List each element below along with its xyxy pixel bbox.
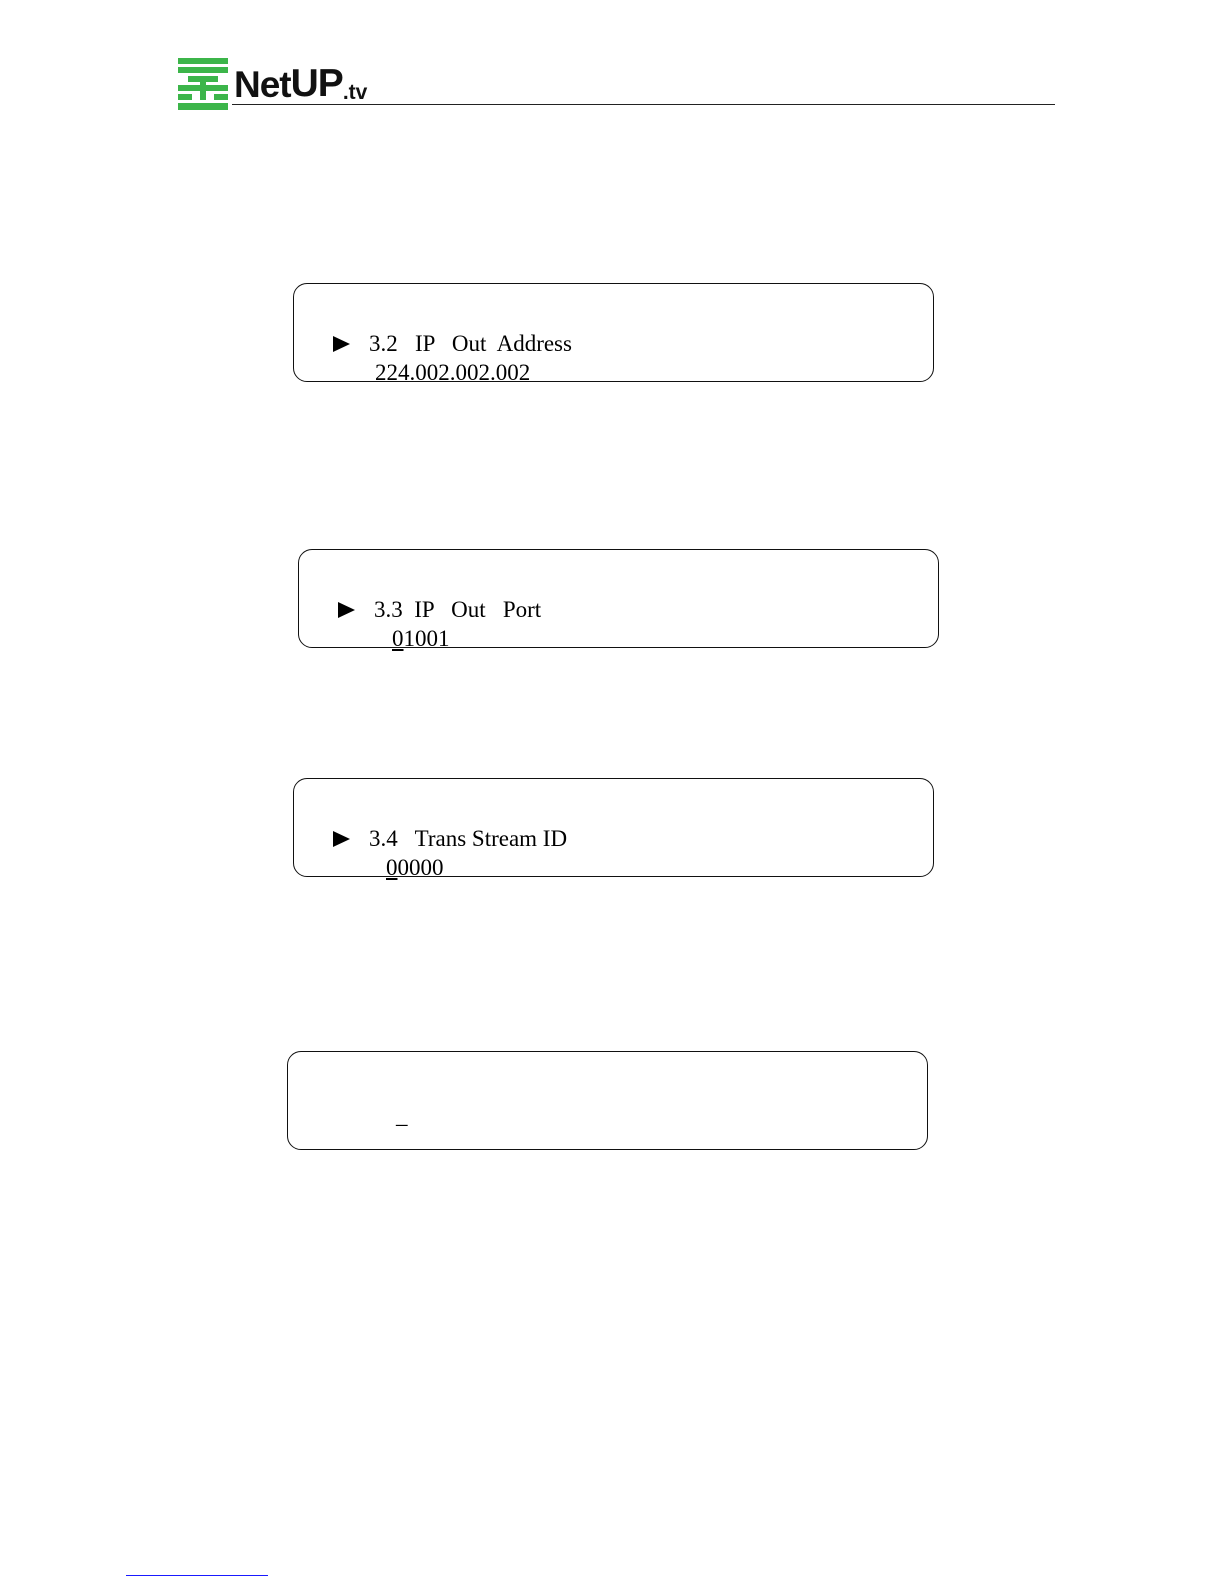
menu-number: 3.2 — [369, 331, 398, 356]
stream-id-cursor-digit: 0 — [386, 855, 398, 880]
menu-title: IP Out Port — [414, 597, 542, 622]
brand-tv: .tv — [342, 81, 368, 104]
stream-id-value: 0000 — [397, 855, 444, 880]
lcd-screen-ip-out-address — [293, 283, 934, 385]
brand-up: UP — [290, 62, 343, 105]
port-value: 1001 — [403, 626, 450, 651]
play-triangle-icon — [338, 602, 355, 618]
port-cursor-digit: 0 — [392, 626, 404, 651]
brand-wordmark — [234, 58, 367, 110]
play-triangle-icon — [333, 336, 350, 352]
header-divider — [232, 104, 1055, 105]
footer-link-underline[interactable] — [126, 1575, 268, 1576]
brand-net: Net — [234, 64, 291, 105]
netup-logo — [178, 58, 367, 110]
lcd-cursor: _ — [396, 1103, 408, 1128]
lcd-line-2 — [369, 604, 450, 673]
lcd-screen-empty — [287, 1051, 928, 1150]
menu-number: 3.3 — [374, 597, 403, 622]
ip-address-value: 224.002.002.002 — [375, 360, 531, 385]
lcd-screen-trans-stream-id — [293, 778, 934, 880]
lcd-line-2 — [352, 338, 530, 407]
lcd-line-2 — [363, 833, 444, 902]
menu-number: 3.4 — [369, 826, 398, 851]
menu-title: IP Out Address — [415, 331, 572, 356]
netup-emblem-icon — [178, 58, 228, 110]
lcd-screen-ip-out-port — [298, 549, 939, 651]
menu-title: Trans Stream ID — [414, 826, 568, 851]
play-triangle-icon — [333, 831, 350, 847]
